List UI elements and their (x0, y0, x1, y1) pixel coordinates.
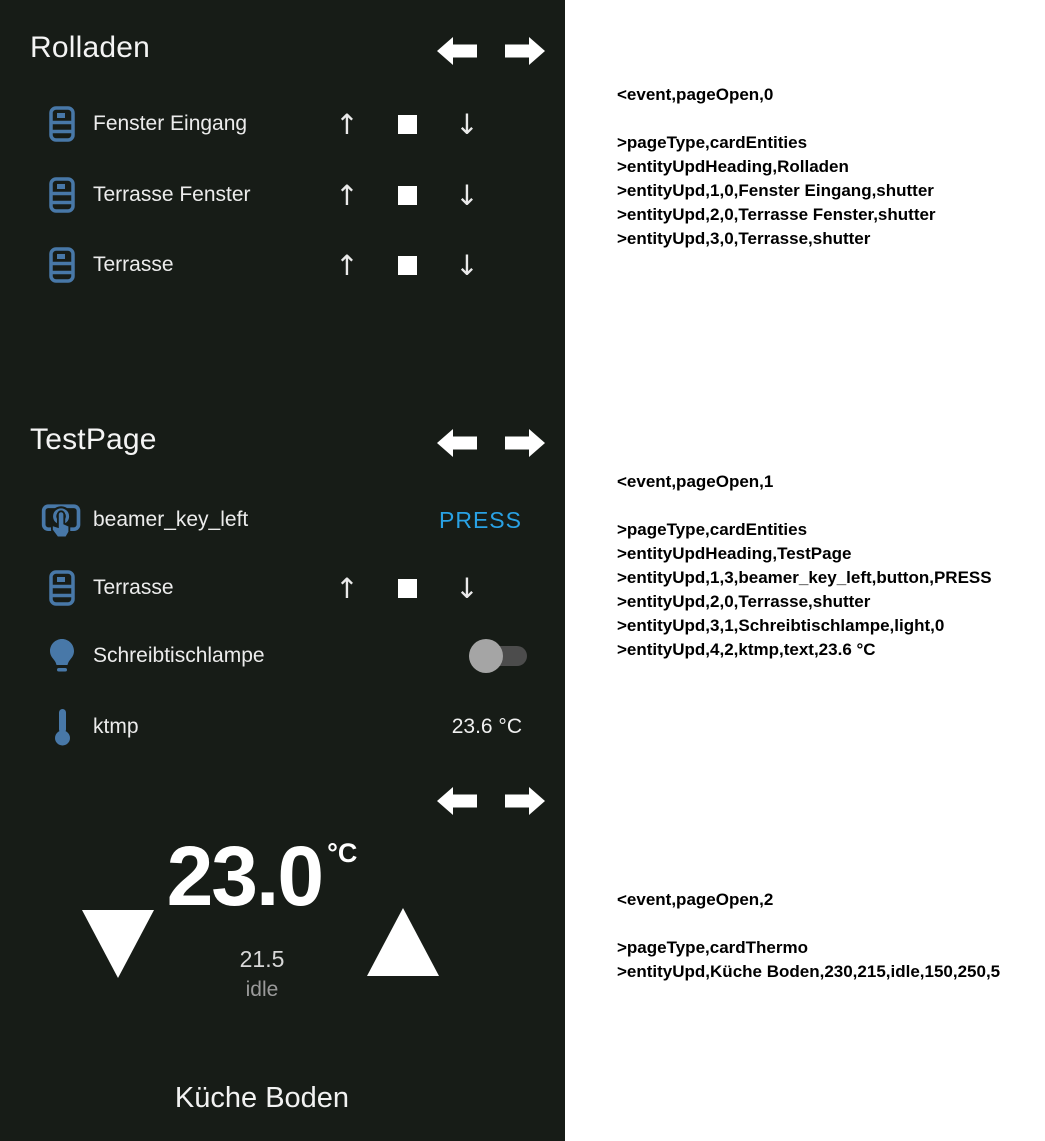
entity-row-terrasse (0, 241, 565, 289)
stop-icon (398, 186, 417, 205)
window-shutter-icon (40, 247, 84, 283)
shutter-down-button[interactable] (437, 241, 497, 289)
arrow-right-icon (505, 34, 545, 68)
protocol-line: >entityUpd,3,1,Schreibtischlampe,light,0 (617, 616, 945, 635)
setpoint-value: 21.5 (239, 946, 285, 972)
entity-label: Fenster Eingang (93, 112, 248, 135)
protocol-line: >entityUpd,4,2,ktmp,text,23.6 °C (617, 640, 876, 659)
current-temperature (0, 829, 524, 923)
page-nav (437, 784, 545, 818)
shutter-up-button[interactable] (317, 564, 377, 612)
page-nav (437, 34, 545, 68)
protocol-event-line: <event,pageOpen,1 (617, 472, 774, 491)
shutter-controls (317, 564, 497, 612)
protocol-block-page2 (617, 888, 1000, 984)
arrow-down-icon: ↓ (455, 107, 479, 141)
shutter-up-button[interactable] (317, 241, 377, 289)
arrow-up-icon: ↑ (335, 178, 359, 212)
entity-label: beamer_key_left (93, 508, 249, 531)
shutter-stop-button[interactable] (377, 171, 437, 219)
arrow-right-icon (505, 784, 545, 818)
thermometer-icon (40, 708, 84, 746)
press-button[interactable]: PRESS (439, 506, 522, 533)
arrow-up-icon: ↑ (335, 248, 359, 282)
light-toggle[interactable] (469, 639, 527, 673)
shutter-down-button[interactable] (437, 171, 497, 219)
entity-row-ktmp (0, 703, 565, 751)
arrow-left-icon (437, 426, 477, 460)
stop-icon (398, 256, 417, 275)
nav-next-button[interactable] (505, 34, 545, 68)
toggle-knob (469, 639, 503, 673)
stop-icon (398, 579, 417, 598)
window-shutter-icon (40, 570, 84, 606)
stop-icon (398, 115, 417, 134)
shutter-controls (317, 171, 497, 219)
arrow-down-icon: ↓ (455, 571, 479, 605)
protocol-event-line: <event,pageOpen,2 (617, 890, 774, 909)
entity-label: Terrasse (93, 253, 174, 276)
nav-prev-button[interactable] (437, 426, 477, 460)
page-nav (437, 426, 545, 460)
window-shutter-icon (40, 106, 84, 142)
temperature-unit: °C (327, 838, 358, 868)
protocol-line: >entityUpdHeading,Rolladen (617, 157, 849, 176)
protocol-line: >pageType,cardEntities (617, 520, 808, 539)
sensor-value: 23.6 °C (451, 715, 522, 738)
shutter-down-button[interactable] (437, 564, 497, 612)
protocol-block-page0 (617, 83, 936, 251)
protocol-line: >entityUpdHeading,TestPage (617, 544, 852, 563)
thermostat-name: Küche Boden (174, 1082, 350, 1114)
protocol-line: >entityUpd,3,0,Terrasse,shutter (617, 229, 871, 248)
page-title: TestPage (30, 423, 157, 456)
page-title: Rolladen (30, 31, 151, 64)
protocol-line: >entityUpd,1,0,Fenster Eingang,shutter (617, 181, 934, 200)
nav-prev-button[interactable] (437, 34, 477, 68)
entity-row-terrasse-fenster (0, 171, 565, 219)
protocol-event-line: <event,pageOpen,0 (617, 85, 774, 104)
entity-row-schreibtischlampe (0, 632, 565, 680)
protocol-line: >pageType,cardEntities (617, 133, 808, 152)
arrow-left-icon (437, 34, 477, 68)
nav-prev-button[interactable] (437, 784, 477, 818)
protocol-block-page1 (617, 470, 992, 662)
arrow-up-icon: ↑ (335, 571, 359, 605)
lightbulb-icon (40, 638, 84, 674)
entity-row-beamer-key-left (0, 496, 565, 544)
protocol-line: >entityUpd,2,0,Terrasse,shutter (617, 592, 871, 611)
entity-label: ktmp (93, 715, 139, 738)
entity-row-terrasse (0, 564, 565, 612)
entity-label: Schreibtischlampe (93, 644, 265, 667)
shutter-up-button[interactable] (317, 171, 377, 219)
protocol-line: >entityUpd,2,0,Terrasse Fenster,shutter (617, 205, 936, 224)
shutter-stop-button[interactable] (377, 241, 437, 289)
shutter-stop-button[interactable] (377, 100, 437, 148)
arrow-up-icon: ↑ (335, 107, 359, 141)
arrow-down-icon: ↓ (455, 248, 479, 282)
entity-row-fenster-eingang (0, 100, 565, 148)
arrow-right-icon (505, 426, 545, 460)
shutter-up-button[interactable] (317, 100, 377, 148)
protocol-line: >pageType,cardThermo (617, 938, 808, 957)
entity-label: Terrasse (93, 576, 174, 599)
nav-next-button[interactable] (505, 784, 545, 818)
protocol-line: >entityUpd,1,3,beamer_key_left,button,PRESS (617, 568, 992, 587)
protocol-line: >entityUpd,Küche Boden,230,215,idle,150,250,5 (617, 962, 1001, 981)
arrow-left-icon (437, 784, 477, 818)
shutter-down-button[interactable] (437, 100, 497, 148)
entity-label: Terrasse Fenster (93, 183, 251, 206)
window-shutter-icon (40, 177, 84, 213)
arrow-down-icon: ↓ (455, 178, 479, 212)
hvac-state: idle (245, 978, 279, 1001)
gesture-tap-button-icon (40, 498, 84, 542)
shutter-stop-button[interactable] (377, 564, 437, 612)
shutter-controls (317, 241, 497, 289)
current-temperature-value: 23.0 (166, 829, 323, 923)
shutter-controls (317, 100, 497, 148)
nav-next-button[interactable] (505, 426, 545, 460)
